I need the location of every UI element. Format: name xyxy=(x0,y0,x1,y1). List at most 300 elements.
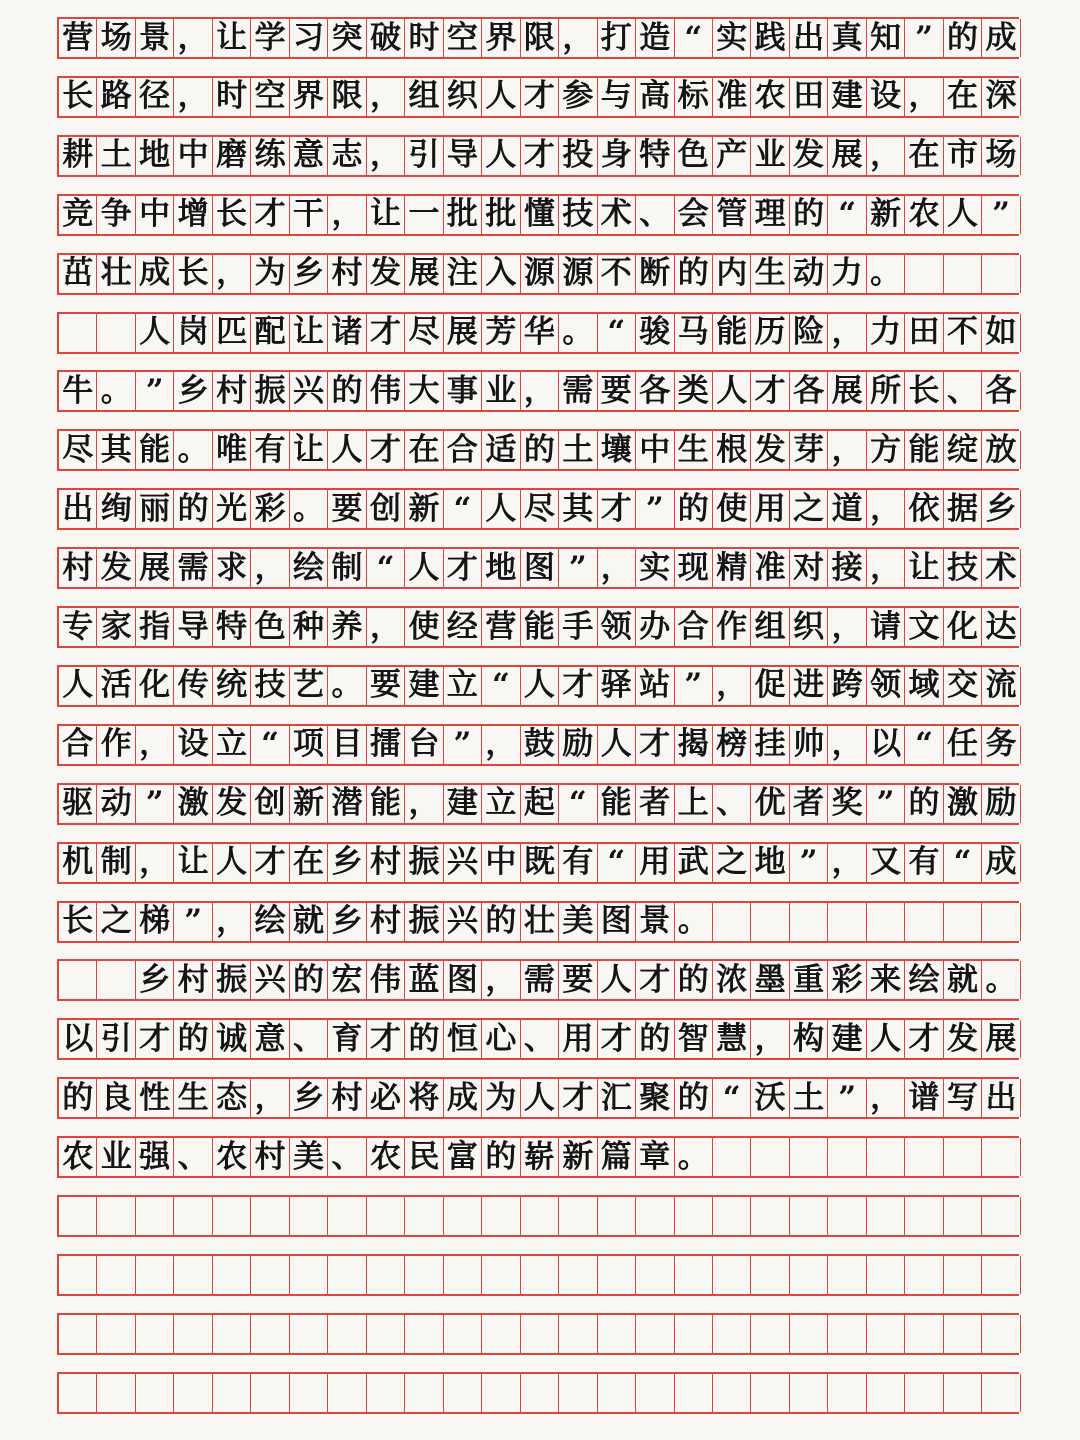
grid-cell: 景 xyxy=(136,19,174,57)
grid-cell xyxy=(905,1138,943,1176)
grid-cell: 养 xyxy=(328,608,366,646)
grid-cell: 作 xyxy=(713,608,751,646)
grid-cell: 活 xyxy=(97,667,135,705)
grid-cell: 要 xyxy=(598,372,636,410)
grid-cell: 擂 xyxy=(367,726,405,764)
grid-cell: 文 xyxy=(905,608,943,646)
grid-cell: 蓝 xyxy=(405,961,443,999)
grid-cell: 的 xyxy=(675,490,713,528)
grid-cell: 适 xyxy=(482,431,520,469)
grid-cell: 才 xyxy=(251,844,289,882)
grid-cell: 建 xyxy=(828,78,866,116)
grid-cell: 新 xyxy=(559,1138,597,1176)
grid-cell: 伟 xyxy=(367,372,405,410)
grid-cell: 在 xyxy=(905,137,943,175)
grid-cell: 学 xyxy=(251,19,289,57)
grid-cell: 艺 xyxy=(290,667,328,705)
grid-cell: 指 xyxy=(136,608,174,646)
grid-cell: 设 xyxy=(174,726,212,764)
grid-cell: 乡 xyxy=(328,903,366,941)
grid-cell xyxy=(636,1315,674,1353)
grid-cell: 成 xyxy=(444,1079,482,1117)
grid-cell: 以 xyxy=(59,1020,97,1058)
grid-cell: 作 xyxy=(97,726,135,764)
grid-cell: 所 xyxy=(867,372,905,410)
grid-cell: 用 xyxy=(751,490,789,528)
grid-cell: 生 xyxy=(675,431,713,469)
grid-cell: 励 xyxy=(559,726,597,764)
grid-cell: 态 xyxy=(213,1079,251,1117)
grid-cell: 良 xyxy=(97,1079,135,1117)
grid-cell: 领 xyxy=(598,608,636,646)
grid-cell xyxy=(905,255,943,293)
grid-cell xyxy=(482,1374,520,1412)
grid-cell: 人 xyxy=(482,137,520,175)
grid-cell: ， xyxy=(136,726,174,764)
grid-row xyxy=(57,370,1019,412)
grid-row xyxy=(57,1372,1019,1414)
grid-cell xyxy=(174,1374,212,1412)
grid-cell: 导 xyxy=(174,608,212,646)
grid-cell: 出 xyxy=(59,490,97,528)
grid-cell xyxy=(444,1197,482,1235)
grid-cell xyxy=(59,1197,97,1235)
grid-cell: ， xyxy=(559,19,597,57)
grid-cell: 突 xyxy=(328,19,366,57)
grid-cell xyxy=(136,1197,174,1235)
grid-cell: 、 xyxy=(521,1020,559,1058)
grid-cell: 要 xyxy=(559,961,597,999)
grid-cell: 。 xyxy=(174,431,212,469)
grid-cell: 乡 xyxy=(982,490,1020,528)
grid-row xyxy=(57,194,1019,236)
grid-cell: 、 xyxy=(290,1020,328,1058)
grid-row xyxy=(57,1136,1019,1178)
grid-cell: 各 xyxy=(636,372,674,410)
grid-cell: 慧 xyxy=(713,1020,751,1058)
grid-cell: 。 xyxy=(982,961,1020,999)
grid-cell: 新 xyxy=(405,490,443,528)
grid-row xyxy=(57,17,1019,59)
grid-cell: 的 xyxy=(59,1079,97,1117)
grid-cell: ” xyxy=(444,726,482,764)
grid-cell: ， xyxy=(867,137,905,175)
grid-cell: 才 xyxy=(367,314,405,352)
grid-cell: 才 xyxy=(598,1020,636,1058)
grid-cell: 市 xyxy=(944,137,982,175)
grid-cell: 乡 xyxy=(174,372,212,410)
grid-cell: 有 xyxy=(559,844,597,882)
grid-cell: 能 xyxy=(905,431,943,469)
grid-cell: 土 xyxy=(559,431,597,469)
grid-cell xyxy=(521,1197,559,1235)
grid-cell: 中 xyxy=(482,844,520,882)
grid-cell xyxy=(982,1315,1020,1353)
grid-cell xyxy=(444,1315,482,1353)
grid-cell: 空 xyxy=(444,19,482,57)
grid-cell xyxy=(713,1374,751,1412)
grid-cell: 让 xyxy=(290,314,328,352)
grid-cell: 组 xyxy=(751,608,789,646)
grid-cell: 干 xyxy=(290,196,328,234)
grid-cell: ， xyxy=(828,844,866,882)
grid-cell: “ xyxy=(482,667,520,705)
grid-cell: 。 xyxy=(559,314,597,352)
grid-cell: 挂 xyxy=(751,726,789,764)
grid-cell: 尽 xyxy=(59,431,97,469)
grid-cell xyxy=(521,1374,559,1412)
grid-cell: 的 xyxy=(944,19,982,57)
grid-cell: 时 xyxy=(213,78,251,116)
grid-cell xyxy=(636,1256,674,1294)
grid-cell: 新 xyxy=(290,785,328,823)
grid-cell: 篇 xyxy=(598,1138,636,1176)
grid-cell: 的 xyxy=(675,1079,713,1117)
grid-cell: 根 xyxy=(713,431,751,469)
grid-cell: 界 xyxy=(482,19,520,57)
grid-cell: 增 xyxy=(174,196,212,234)
grid-cell xyxy=(905,1374,943,1412)
grid-cell: ， xyxy=(867,490,905,528)
grid-cell xyxy=(59,1374,97,1412)
grid-cell xyxy=(174,1197,212,1235)
grid-cell: 制 xyxy=(97,844,135,882)
grid-cell: 组 xyxy=(405,78,443,116)
grid-cell xyxy=(136,1374,174,1412)
grid-cell: 村 xyxy=(213,372,251,410)
grid-cell: 才 xyxy=(136,1020,174,1058)
grid-cell: ” xyxy=(174,903,212,941)
grid-cell: ， xyxy=(482,961,520,999)
grid-cell xyxy=(405,1374,443,1412)
grid-cell: 深 xyxy=(982,78,1020,116)
grid-cell: 诸 xyxy=(328,314,366,352)
grid-cell: 源 xyxy=(559,255,597,293)
grid-cell xyxy=(713,1138,751,1176)
grid-cell: 色 xyxy=(675,137,713,175)
grid-cell: 批 xyxy=(444,196,482,234)
grid-cell: 崭 xyxy=(521,1138,559,1176)
grid-cell: 为 xyxy=(251,255,289,293)
grid-cell: “ xyxy=(559,785,597,823)
grid-cell: 立 xyxy=(482,785,520,823)
grid-cell xyxy=(444,1374,482,1412)
grid-row xyxy=(57,1254,1019,1296)
grid-row xyxy=(57,665,1019,707)
grid-cell xyxy=(251,1256,289,1294)
grid-cell: 村 xyxy=(328,1079,366,1117)
grid-cell: 界 xyxy=(290,78,328,116)
grid-cell: 项 xyxy=(290,726,328,764)
grid-cell: 马 xyxy=(675,314,713,352)
grid-cell: 场 xyxy=(97,19,135,57)
grid-cell: 不 xyxy=(598,255,636,293)
grid-cell: 宏 xyxy=(328,961,366,999)
grid-cell: 能 xyxy=(521,608,559,646)
grid-cell: 一 xyxy=(405,196,443,234)
grid-cell: 技 xyxy=(251,667,289,705)
grid-cell: 源 xyxy=(521,255,559,293)
grid-cell: ” xyxy=(136,372,174,410)
grid-cell: 来 xyxy=(867,961,905,999)
grid-cell: 励 xyxy=(982,785,1020,823)
grid-cell: 技 xyxy=(944,549,982,587)
grid-cell: 驿 xyxy=(598,667,636,705)
grid-cell: 的 xyxy=(174,1020,212,1058)
grid-cell xyxy=(675,1197,713,1235)
grid-cell xyxy=(636,1374,674,1412)
grid-cell: 高 xyxy=(636,78,674,116)
grid-cell: ， xyxy=(251,1079,289,1117)
grid-cell xyxy=(944,1374,982,1412)
grid-cell xyxy=(251,1315,289,1353)
grid-cell: 用 xyxy=(636,844,674,882)
grid-cell xyxy=(790,1374,828,1412)
grid-cell: ， xyxy=(367,608,405,646)
grid-cell: 特 xyxy=(213,608,251,646)
grid-cell: 才 xyxy=(905,1020,943,1058)
grid-cell xyxy=(982,903,1020,941)
grid-cell: 办 xyxy=(636,608,674,646)
grid-cell: 术 xyxy=(982,549,1020,587)
grid-cell: 农 xyxy=(751,78,789,116)
grid-cell xyxy=(598,1197,636,1235)
grid-cell: 田 xyxy=(790,78,828,116)
grid-cell: ， xyxy=(828,608,866,646)
grid-cell: 让 xyxy=(213,19,251,57)
grid-cell: 兴 xyxy=(444,844,482,882)
grid-row xyxy=(57,76,1019,118)
grid-row xyxy=(57,429,1019,471)
grid-cell xyxy=(790,903,828,941)
grid-cell: 对 xyxy=(790,549,828,587)
grid-cell xyxy=(328,1315,366,1353)
grid-cell: ” xyxy=(675,667,713,705)
grid-cell: 能 xyxy=(367,785,405,823)
grid-cell xyxy=(751,903,789,941)
grid-cell: 绘 xyxy=(290,549,328,587)
grid-cell xyxy=(944,1138,982,1176)
grid-cell xyxy=(367,1315,405,1353)
grid-cell: 智 xyxy=(675,1020,713,1058)
grid-cell xyxy=(944,1256,982,1294)
grid-row xyxy=(57,1195,1019,1237)
grid-cell: ， xyxy=(174,78,212,116)
grid-cell: 地 xyxy=(136,137,174,175)
grid-cell xyxy=(751,1315,789,1353)
grid-cell: 使 xyxy=(713,490,751,528)
grid-row xyxy=(57,547,1019,589)
grid-cell: 振 xyxy=(251,372,289,410)
grid-cell: 真 xyxy=(828,19,866,57)
grid-cell: 要 xyxy=(328,490,366,528)
grid-cell: 生 xyxy=(751,255,789,293)
grid-cell: 才 xyxy=(251,196,289,234)
grid-row xyxy=(57,135,1019,177)
grid-cell: 的 xyxy=(521,431,559,469)
grid-cell xyxy=(213,1315,251,1353)
grid-cell: 人 xyxy=(598,726,636,764)
grid-cell: 成 xyxy=(982,844,1020,882)
grid-cell: 人 xyxy=(521,667,559,705)
grid-cell: 振 xyxy=(405,903,443,941)
grid-cell: 统 xyxy=(213,667,251,705)
grid-cell xyxy=(482,1197,520,1235)
grid-cell: 芽 xyxy=(790,431,828,469)
grid-cell: 身 xyxy=(598,137,636,175)
grid-cell: 沃 xyxy=(751,1079,789,1117)
grid-cell: 目 xyxy=(328,726,366,764)
grid-cell: 造 xyxy=(636,19,674,57)
grid-cell: 村 xyxy=(174,961,212,999)
grid-cell: 意 xyxy=(290,137,328,175)
grid-row xyxy=(57,1313,1019,1355)
grid-cell: 专 xyxy=(59,608,97,646)
grid-cell xyxy=(828,1374,866,1412)
grid-cell: 壤 xyxy=(598,431,636,469)
grid-cell: 用 xyxy=(559,1020,597,1058)
grid-cell: ， xyxy=(713,667,751,705)
grid-cell: 才 xyxy=(598,490,636,528)
grid-cell xyxy=(251,1374,289,1412)
grid-cell: 必 xyxy=(367,1079,405,1117)
grid-row xyxy=(57,901,1019,943)
grid-cell: 。 xyxy=(328,667,366,705)
grid-cell: 导 xyxy=(444,137,482,175)
grid-cell: 图 xyxy=(598,903,636,941)
grid-cell: 彩 xyxy=(251,490,289,528)
grid-cell: 农 xyxy=(59,1138,97,1176)
grid-cell: ” xyxy=(136,785,174,823)
grid-cell: 图 xyxy=(444,961,482,999)
grid-cell: 壮 xyxy=(521,903,559,941)
grid-cell: 富 xyxy=(444,1138,482,1176)
grid-cell xyxy=(559,1256,597,1294)
grid-cell xyxy=(559,1197,597,1235)
grid-cell: 地 xyxy=(482,549,520,587)
grid-cell xyxy=(867,903,905,941)
grid-cell xyxy=(405,1256,443,1294)
grid-cell: 性 xyxy=(136,1079,174,1117)
grid-cell xyxy=(97,1374,135,1412)
grid-cell: 经 xyxy=(444,608,482,646)
grid-cell: 乡 xyxy=(136,961,174,999)
grid-cell: 尽 xyxy=(405,314,443,352)
grid-cell: ” xyxy=(828,1079,866,1117)
grid-cell: 会 xyxy=(675,196,713,234)
grid-cell: 展 xyxy=(405,255,443,293)
grid-cell: 实 xyxy=(636,549,674,587)
grid-cell: 在 xyxy=(290,844,328,882)
grid-cell: 现 xyxy=(675,549,713,587)
grid-cell: 达 xyxy=(982,608,1020,646)
grid-cell: 力 xyxy=(828,255,866,293)
grid-cell xyxy=(675,1315,713,1353)
grid-cell: 的 xyxy=(675,255,713,293)
grid-cell: 事 xyxy=(444,372,482,410)
grid-cell: 能 xyxy=(713,314,751,352)
grid-cell: 、 xyxy=(713,785,751,823)
grid-cell xyxy=(713,1315,751,1353)
grid-row xyxy=(57,842,1019,884)
grid-cell xyxy=(867,1138,905,1176)
grid-cell: 理 xyxy=(751,196,789,234)
grid-cell: 长 xyxy=(213,196,251,234)
grid-cell: 才 xyxy=(559,1079,597,1117)
grid-cell: 大 xyxy=(405,372,443,410)
grid-cell: 志 xyxy=(328,137,366,175)
grid-cell xyxy=(290,1374,328,1412)
grid-cell: 使 xyxy=(405,608,443,646)
grid-row xyxy=(57,724,1019,766)
grid-cell xyxy=(905,1256,943,1294)
grid-cell: 中 xyxy=(174,137,212,175)
grid-cell: 请 xyxy=(867,608,905,646)
grid-cell xyxy=(405,1197,443,1235)
grid-row xyxy=(57,959,1019,1001)
grid-cell: 。 xyxy=(290,490,328,528)
grid-cell: 揭 xyxy=(675,726,713,764)
grid-cell: 民 xyxy=(405,1138,443,1176)
grid-cell xyxy=(521,1256,559,1294)
grid-cell: 兴 xyxy=(290,372,328,410)
grid-cell: 才 xyxy=(521,137,559,175)
grid-cell: ， xyxy=(867,1079,905,1117)
grid-cell: ” xyxy=(867,785,905,823)
grid-cell: 磨 xyxy=(213,137,251,175)
grid-cell: 传 xyxy=(174,667,212,705)
grid-cell: 展 xyxy=(444,314,482,352)
grid-cell: 农 xyxy=(905,196,943,234)
grid-cell: 人 xyxy=(482,490,520,528)
grid-cell: 汇 xyxy=(598,1079,636,1117)
grid-cell: 的 xyxy=(636,1020,674,1058)
grid-cell xyxy=(136,1315,174,1353)
grid-cell: 据 xyxy=(944,490,982,528)
grid-cell: ， xyxy=(328,196,366,234)
grid-cell xyxy=(559,1315,597,1353)
grid-cell: 类 xyxy=(675,372,713,410)
grid-cell: 岗 xyxy=(174,314,212,352)
grid-cell: 术 xyxy=(598,196,636,234)
grid-cell: 村 xyxy=(251,1138,289,1176)
grid-cell xyxy=(867,1197,905,1235)
grid-cell: 发 xyxy=(367,255,405,293)
grid-cell: 其 xyxy=(559,490,597,528)
grid-cell: 展 xyxy=(828,372,866,410)
grid-cell: 其 xyxy=(97,431,135,469)
grid-cell: 。 xyxy=(675,903,713,941)
grid-cell: “ xyxy=(598,314,636,352)
grid-cell: 交 xyxy=(944,667,982,705)
grid-cell: 立 xyxy=(444,667,482,705)
grid-cell: 准 xyxy=(713,78,751,116)
grid-cell xyxy=(136,1256,174,1294)
grid-cell: 才 xyxy=(636,726,674,764)
grid-cell: 合 xyxy=(59,726,97,764)
grid-cell: 批 xyxy=(482,196,520,234)
grid-cell: 农 xyxy=(367,1138,405,1176)
grid-cell: 配 xyxy=(251,314,289,352)
grid-cell: 展 xyxy=(136,549,174,587)
grid-cell: 华 xyxy=(521,314,559,352)
grid-cell xyxy=(290,1197,328,1235)
grid-cell: 村 xyxy=(59,549,97,587)
grid-cell xyxy=(751,1256,789,1294)
grid-cell: 机 xyxy=(59,844,97,882)
grid-cell xyxy=(751,1197,789,1235)
grid-cell: 有 xyxy=(251,431,289,469)
